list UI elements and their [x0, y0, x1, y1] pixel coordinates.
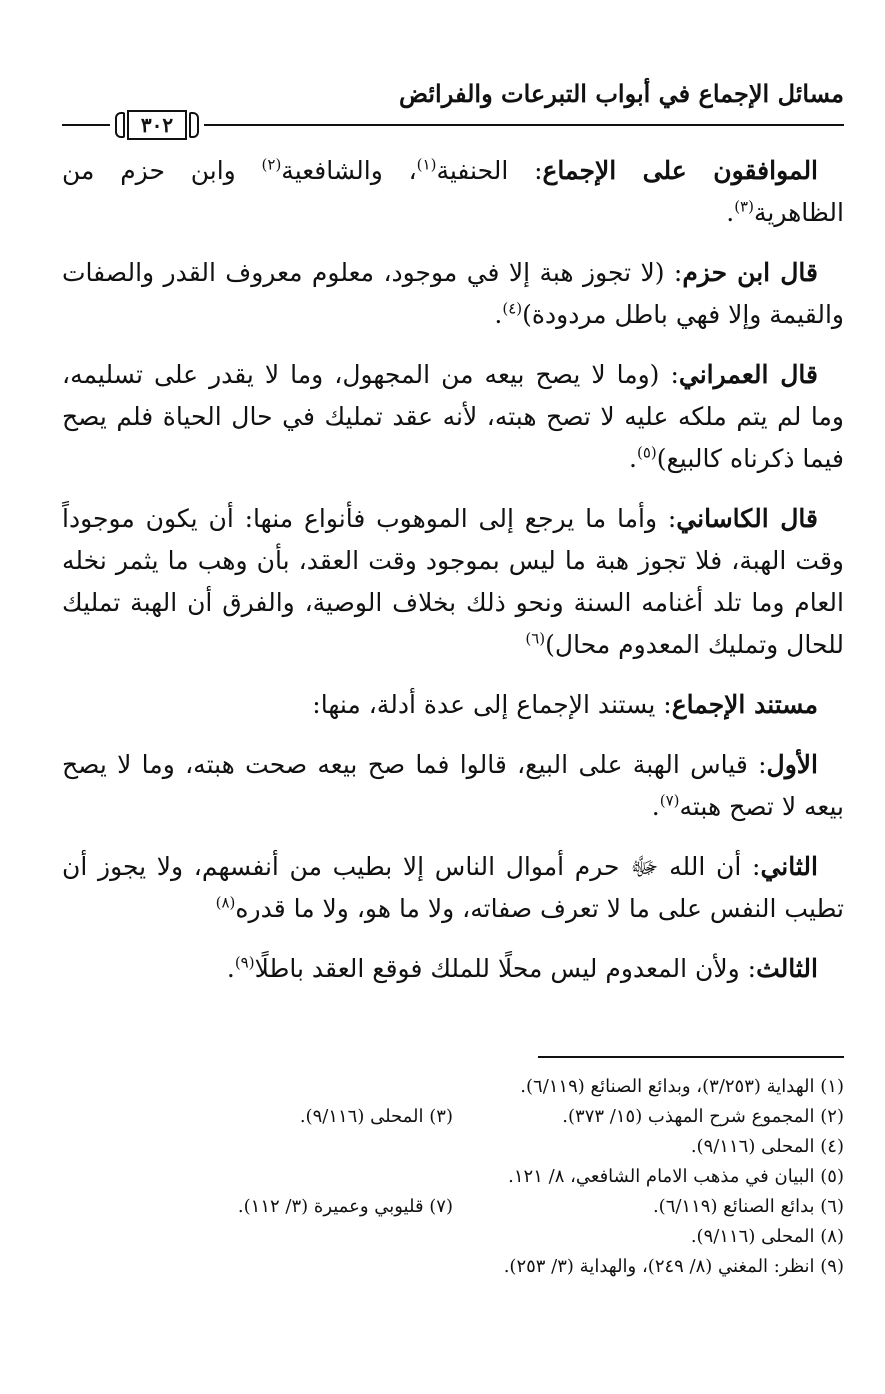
page-number-frame — [110, 110, 204, 140]
paragraph-text: . — [651, 792, 660, 821]
paragraph-first-evidence — [62, 744, 844, 828]
footnote — [62, 1162, 453, 1192]
paragraph-lead: الثاني — [760, 852, 818, 881]
paragraph-basis-of-consensus — [62, 684, 844, 726]
footnote-ref[interactable]: (٥) — [636, 443, 657, 462]
footnote-row — [62, 1162, 844, 1192]
footnote: (٩) انظر: المغني (٨/ ٢٤٩)، والهداية (٣/ ٢٥٣). — [503, 1256, 844, 1277]
paragraph-agreeing-scholars — [62, 150, 844, 234]
footnote-row — [62, 1222, 844, 1252]
footnote-row — [62, 1132, 844, 1162]
paragraph-lead: مستند الإجماع — [671, 690, 818, 719]
paragraph-text: . — [629, 444, 637, 473]
footnote: (٣) المحلى (٩/١١٦). — [299, 1106, 453, 1127]
paragraph-text: : ولأن المعدوم ليس محلًا للملك فوقع العقد باطلًا — [254, 954, 757, 983]
page-number: ٣٠٢ — [127, 110, 187, 140]
footnote-ref[interactable]: (٦) — [525, 629, 546, 648]
paragraph-text: : قياس الهبة على البيع، قالوا فما صح بيعه صحت هبته، وما لا يصح بيعه لا تصح هبته — [62, 750, 844, 821]
footnote — [62, 1222, 453, 1252]
footnote-ref[interactable]: (٣) — [734, 197, 754, 216]
paragraph-ibn-hazm — [62, 252, 844, 336]
footnote-row — [62, 1252, 844, 1282]
footnote-row — [62, 1102, 844, 1132]
footnote — [62, 1252, 453, 1282]
footnote-ref[interactable]: (٩) — [234, 953, 255, 972]
body-text — [62, 150, 844, 1008]
footnote-ref[interactable]: (١) — [416, 155, 437, 174]
paragraph-lead: قال العمراني — [678, 360, 818, 389]
paragraph-text: : أن الله ﷻ حرم أموال الناس إلا بطيب من أنفسهم، ولا يجوز أن تطيب النفس على ما لا تعرف صفاته، ولا ما هو، ولا ما قدره — [62, 852, 844, 923]
paragraph-al-kasani — [62, 498, 844, 666]
footnote-separator — [538, 1056, 844, 1058]
footnote — [62, 1132, 453, 1162]
frame-ornament-right — [189, 112, 199, 138]
footnote — [62, 1072, 453, 1102]
paragraph-text: ، والشافعية — [281, 156, 417, 185]
footnote: (٨) المحلى (٩/١١٦). — [690, 1226, 844, 1247]
footnote: (٦) بدائع الصنائع (٦/١١٩). — [652, 1196, 844, 1217]
paragraph-text: وابن حزم من الظاهرية — [62, 156, 844, 227]
footnote-ref[interactable]: (٧) — [659, 791, 680, 810]
footnote: (٧) قليوبي وعميرة (٣/ ١١٢). — [237, 1196, 453, 1217]
paragraph-text: : (لا تجوز هبة إلا في موجود، معلوم معروف القدر والصفات والقيمة وإلا فهي باطل مردودة) — [62, 258, 844, 329]
footnote-ref[interactable]: (٢) — [261, 155, 282, 174]
paragraph-text: . — [726, 198, 735, 227]
paragraph-third-evidence — [62, 948, 844, 990]
paragraph-lead: الثالث — [756, 954, 818, 983]
footnote: (٥) البيان في مذهب الامام الشافعي، ٨/ ١٢١. — [508, 1166, 844, 1187]
paragraph-text: : يستند الإجماع إلى عدة أدلة، منها: — [312, 690, 672, 719]
footnote-row — [62, 1072, 844, 1102]
paragraph-text: . — [226, 954, 235, 983]
paragraph-text: : وأما ما يرجع إلى الموهوب فأنواع منها: أن يكون موجوداً وقت الهبة، فلا تجوز هبة ما ليس بموجود وقت العقد، بأن وهب ما يثمر نخله العام وما تلد أغنامه السنة ونحو ذلك بخلاف الوصية، والفرق أن الهبة تمليك للحال وتمليك المعدوم محال) — [62, 504, 844, 659]
paragraph-lead: قال ابن حزم — [682, 258, 819, 287]
footnote-row — [62, 1192, 844, 1222]
paragraph-lead: الأول — [766, 750, 818, 779]
footnotes — [62, 1072, 844, 1282]
paragraph-al-imrani — [62, 354, 844, 480]
paragraph-lead: قال الكاساني — [676, 504, 818, 533]
footnote: (١) الهداية (٣/٢٥٣)، وبدائع الصنائع (٦/١١٩). — [520, 1076, 844, 1097]
footnote: (٤) المحلى (٩/١١٦). — [690, 1136, 844, 1157]
footnote: (٢) المجموع شرح المهذب (١٥/ ٣٧٣). — [562, 1106, 844, 1127]
book-page — [62, 0, 844, 1394]
paragraph-text: : (وما لا يصح بيعه من المجهول، وما لا يقدر على تسليمه، وما لم يتم ملكه عليه لا تصح هبته، لأنه عقد تمليك في حال الحياة فلم يصح فيما ذكرناه كالبيع) — [62, 360, 844, 473]
footnote-ref[interactable]: (٤) — [502, 299, 523, 318]
paragraph-text: : الحنفية — [436, 156, 543, 185]
paragraph-second-evidence — [62, 846, 844, 930]
running-title: مسائل الإجماع في أبواب التبرعات والفرائض — [398, 79, 844, 108]
paragraph-lead: الموافقون على الإجماع — [542, 156, 819, 185]
paragraph-text: . — [494, 300, 503, 329]
frame-ornament-left — [115, 112, 125, 138]
footnote-ref[interactable]: (٨) — [215, 893, 236, 912]
